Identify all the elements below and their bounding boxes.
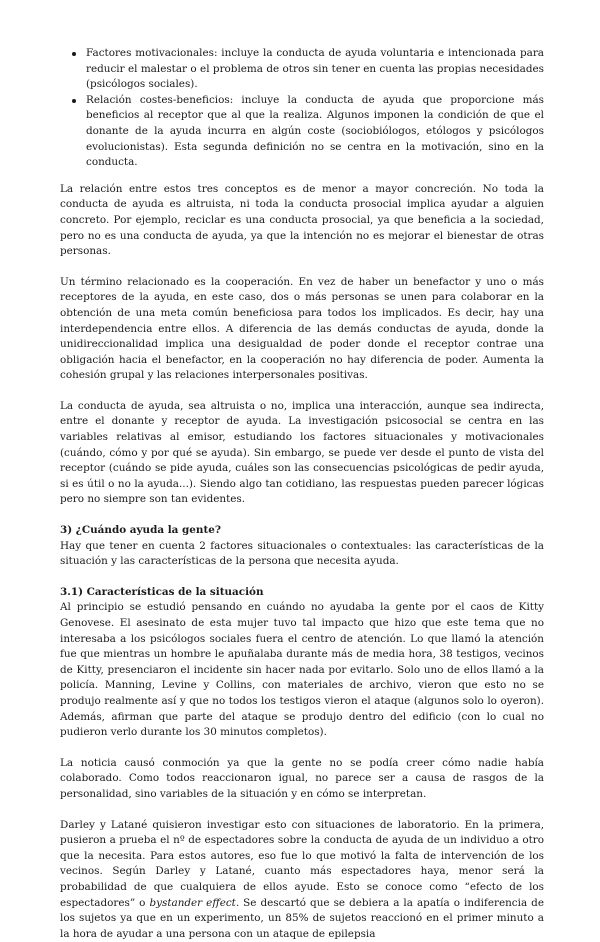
section-heading-3-1: 3.1) Características de la situación xyxy=(60,585,264,598)
bullet-dot-icon xyxy=(72,99,76,103)
section-heading-3: 3) ¿Cuándo ayuda la gente? xyxy=(60,524,221,537)
paragraph-kitty-genovese: Al principio se estudió pensando en cuándo no ayudaba la gente por el caos de Kitty Genovese. El asesinato de esta mujer tuvo tal impacto que hizo que este tema que no interesaba a los psicólogos sociales fuera el centro de atención. Lo que llamó la atención fue que mientras un hombre le apuñalaba durante más de media hora, 38 testigos, vecinos de Kitty, presenciaron el incidente sin hacer nada por evitarlo. Solo uno de ellos llamó a la policía. Manning, Levine y Collins, con materiales de archivo, vieron que esto no se produjo realmente así y que no todos los testigos vieron el ataque (algunos solo lo oyeron). Además, afirman que parte del ataque se produjo dentro del edificio (con lo cual no pudieron verlo durante los 30 minutos completos). xyxy=(60,601,544,739)
paragraph-text: Darley y Latané quisieron investigar esto con situaciones de laboratorio. En la primera, pusieron a prueba el nº de espectadores sobre la conducta de ayuda de un individuo a otro que la necesita. Para estos autores, eso fue lo que motivó la falta de intervención de los vecinos. Según Darley y Latané, cuanto más espectadores haya, menor será la probabilidad de que cualquiera de ellos ayude. Esto se conoce como “efecto de los espectadores” o xyxy=(60,818,544,909)
bullet-dot-icon xyxy=(72,52,76,56)
bullet-list xyxy=(60,46,544,171)
paragraph-darley-latane xyxy=(60,818,544,942)
bullet-item-cost-benefit xyxy=(60,93,544,171)
paragraph-factors: Hay que tener en cuenta 2 factores situacionales o contextuales: las características de la situación y las características de la persona que necesita ayuda. xyxy=(60,539,544,568)
paragraph-news-impact: La noticia causó conmoción ya que la gente no se podía creer cómo nadie había colaborado. Como todos reaccionaron igual, no parece ser a causa de rasgos de la personalidad, sino variables de la situación y en cómo se interpretan. xyxy=(60,756,544,800)
bullet-item-motivational xyxy=(60,46,544,93)
paragraph-concepts: La relación entre estos tres conceptos es de menor a mayor concreción. No toda la conducta de ayuda es altruista, ni toda la conducta prosocial implica ayudar a alguien concreto. Por ejemplo, reciclar es una conducta prosocial, ya que beneficia a la sociedad, pero no es una conducta de ayuda, ya que la intención no es mejorar el bienestar de otras personas. xyxy=(60,182,544,258)
bullet-text: Factores motivacionales: incluye la conducta de ayuda voluntaria e intencionada para reducir el malestar o el problema de otros sin tener en cuenta las propias necesidades (psicólogos sociales). xyxy=(86,47,544,91)
paragraph-interaction: La conducta de ayuda, sea altruista o no, implica una interacción, aunque sea indirecta, entre el donante y receptor de ayuda. La investigación psicosocial se centra en las variables relativas al emisor, estudiando los factores situacionales y motivacionales (cuándo, cómo y por qué se ayuda). Sin embargo, se puede ver desde el punto de vista del receptor (cuándo se pide ayuda, cuáles son las consecuencias psicológicas de pedir ayuda, si es útil o no la ayuda...). Siendo algo tan cotidiano, las respuestas pueden parecer lógicas pero no siempre son tan evidentes. xyxy=(60,399,544,506)
emphasis-term: bystander effect xyxy=(149,896,236,909)
paragraph-text: . Se descartó que se debiera a la apatía o indiferencia de los sujetos ya que en un experimento, un 85% de sujetos reaccionó en el primer minuto a la hora de ayudar a una persona con un ataque de epilepsia xyxy=(60,896,544,940)
document-body xyxy=(60,46,544,942)
bullet-text: Relación costes-beneficios: incluye la conducta de ayuda que proporcione más beneficios al receptor que al que la realiza. Algunos imponen la condición de que el donante de la ayuda incurra en algún coste (sociobiólogos, etólogos y psicólogos evolucionistas). Esta segunda definición no se centra en la motivación, sino en la conducta. xyxy=(86,93,544,169)
paragraph-cooperation: Un término relacionado es la cooperación. En vez de haber un benefactor y uno o más receptores de la ayuda, en este caso, dos o más personas se unen para colaborar en la obtención de una meta común beneficiosa para todos los implicados. Es decir, hay una interdependencia entre ellos. A diferencia de las demás conductas de ayuda, donde la unidireccionalidad implica una desigualdad de poder donde el receptor contrae una obligación hacia el benefactor, en la cooperación no hay diferencia de poder. Aumenta la cohesión grupal y las relaciones interpersonales positivas. xyxy=(60,275,544,382)
